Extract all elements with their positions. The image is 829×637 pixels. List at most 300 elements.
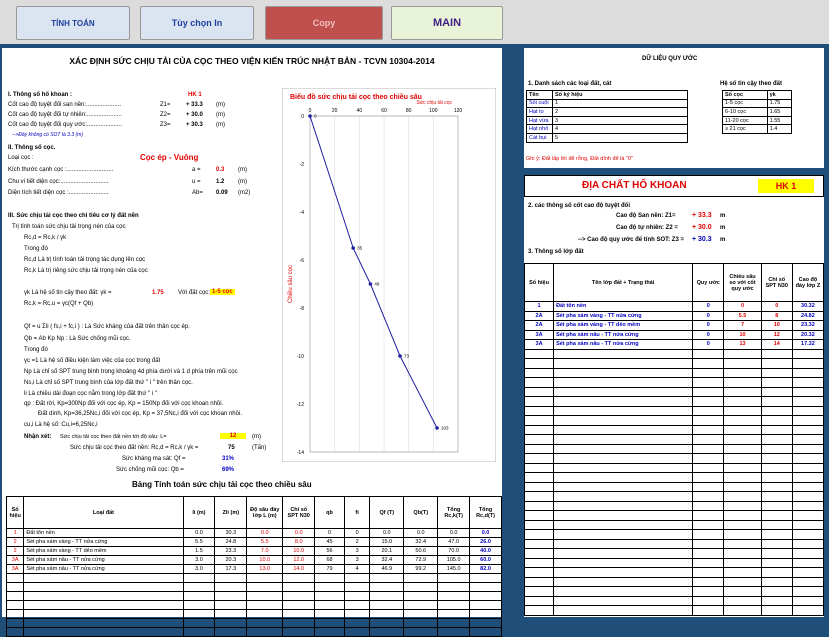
main-button[interactable]: MAIN: [391, 6, 503, 40]
calc-cell: Sét pha xám vàng - TT dẻo mềm: [24, 547, 183, 556]
quy-uoc-note: Ghi ý: Đất lấp thì để rỗng, Đất dính để là "0": [526, 156, 633, 162]
layer-empty-row: [525, 425, 824, 435]
x-tick-label: 20: [331, 108, 338, 114]
layer-cell: [554, 606, 693, 616]
layer-cell: [525, 349, 554, 359]
layer-cell: [525, 558, 554, 568]
sec3-title: III. Sức chịu tải cọc theo chỉ tiêu cơ lý đất nền: [8, 213, 139, 219]
layer-cell: [525, 473, 554, 483]
layer-cell: 0: [761, 302, 792, 312]
layer-cell: [554, 501, 693, 511]
layer-cell: [554, 454, 693, 464]
soil-code-cell: 5: [553, 133, 688, 142]
layer-cell: [554, 530, 693, 540]
dia-chat-hk: HK 1: [758, 179, 814, 193]
gamma-list-row: [723, 125, 792, 134]
layer-cell: [761, 359, 792, 369]
layer-cell: [792, 606, 823, 616]
tu-nhien-label: Cao độ tự nhiên: Z2 =: [616, 225, 678, 231]
layer-cell: [554, 378, 693, 388]
layer-cell: [761, 596, 792, 606]
layer-cell: [554, 596, 693, 606]
calc-cell: 10.0: [283, 547, 315, 556]
calc-cell: 3A: [7, 556, 24, 565]
calc-table: [6, 496, 502, 637]
layer-cell: 13: [724, 340, 761, 350]
calc-cell: [24, 628, 183, 637]
layer-empty-row: [525, 378, 824, 388]
layer-cell: [693, 558, 724, 568]
nx-line1: Sức chịu tải cọc theo đất nền tới độ sâu: L=: [60, 434, 167, 440]
data-label: 35: [357, 245, 363, 251]
np-desc: Np Là chỉ số SPT trung bình trong khoảng 4d phía dưới và 1 d phía trên mũi cọc: [24, 369, 238, 375]
calc-cell: [370, 628, 404, 637]
layer-cell: [525, 568, 554, 578]
layer-empty-row: [525, 444, 824, 454]
y-axis-label: Chiều sâu cọc: [288, 264, 294, 304]
calc-cell: [24, 601, 183, 610]
calc-cell: [7, 619, 24, 628]
layer-cell: [792, 359, 823, 369]
layer-cell: [525, 359, 554, 369]
calc-cell: [370, 583, 404, 592]
gamma-yk-cell: 1.75: [767, 99, 791, 108]
soil-list-table: [526, 90, 688, 143]
layer-cell: [792, 501, 823, 511]
layer-cell: [724, 359, 761, 369]
layer-cell: [554, 549, 693, 559]
layer-cell: [792, 454, 823, 464]
calc-cell: [438, 619, 470, 628]
layer-cell: [525, 501, 554, 511]
layer-cell: [554, 587, 693, 597]
soil-col-kyhieu: Số ký hiệu: [553, 91, 688, 100]
calc-cell: [438, 583, 470, 592]
calc-cell: 0.0: [283, 529, 315, 538]
tu-nhien-value: + 30.0: [692, 224, 712, 231]
layer-cell: [693, 387, 724, 397]
calc-empty-row: [7, 610, 502, 619]
layer-cell: [792, 406, 823, 416]
calc-cell: [24, 610, 183, 619]
layer-cell: 1: [525, 302, 554, 312]
calc-cell: 3: [344, 547, 369, 556]
calc-cell: [315, 574, 345, 583]
layer-cell: 3A: [525, 340, 554, 350]
calc-cell: [470, 601, 502, 610]
calc-cell: [470, 619, 502, 628]
layer-empty-row: [525, 454, 824, 464]
chu-vi-label: Chu vi tiết diện cọc:.............................: [8, 179, 109, 185]
calc-header-cell: Qf (T): [370, 497, 404, 529]
calc-cell: [215, 592, 247, 601]
layer-cell: [761, 454, 792, 464]
x-tick-label: 80: [405, 108, 412, 114]
layer-cell: [792, 558, 823, 568]
calc-cell: [438, 601, 470, 610]
gamma-yk-cell: 1.4: [767, 125, 791, 134]
layer-cell: [724, 425, 761, 435]
layer-cell: [724, 558, 761, 568]
calc-cell: 24.8: [215, 538, 247, 547]
layer-empty-row: [525, 511, 824, 521]
layer-cell: 2A: [525, 321, 554, 331]
layer-cell: [693, 520, 724, 530]
layer-empty-row: [525, 397, 824, 407]
layer-empty-row: [525, 568, 824, 578]
qb-formula: Qb = Ab Kp Np : Là Sức chống mũi cọc.: [24, 336, 131, 342]
layer-cell: [792, 473, 823, 483]
ab-label: Ab=: [192, 190, 203, 196]
layer-cell: [693, 587, 724, 597]
trong-do-2: Trong đó: [24, 347, 48, 353]
layer-cell: [693, 473, 724, 483]
layer-header-cell: Cao độ đáy lớp Z: [792, 264, 823, 302]
rck-desc: Rc,k Là trị riêng sức chịu tải trọng nén của cọc: [24, 268, 148, 274]
soil-code-cell: 2: [553, 108, 688, 117]
quy-uoc-title: DỮ LIỆU QUY ƯỚC: [642, 56, 698, 62]
a-value: 0.3: [216, 167, 225, 173]
yc-desc: γc =1 Là hệ số điều kiện làm việc của cọc trong đất: [24, 358, 161, 364]
rcd-desc: Rc,d Là trị tính toán tải trọng tác dụng lên cọc: [24, 257, 146, 263]
layer-empty-row: [525, 463, 824, 473]
nx-line2: Sức chịu tải cọc theo đất nền: Rc,d = Rc,k / γk =: [70, 445, 199, 451]
calc-cell: 0.0: [470, 529, 502, 538]
calc-cell: 47.0: [438, 538, 470, 547]
layer-header-cell: Số hiệu: [525, 264, 554, 302]
layer-cell: Đất tôn nền: [554, 302, 693, 312]
layer-cell: [761, 606, 792, 616]
loai-coc-label: Loại cọc :: [8, 155, 34, 161]
layer-cell: [761, 568, 792, 578]
dia-chat-sec2: 2. các thông số cốt cao độ tuyệt đối: [528, 203, 631, 209]
sec1-title: I. Thông số hố khoan :: [8, 92, 72, 98]
calc-cell: 17.3: [215, 565, 247, 574]
bearing-capacity-chart: [282, 88, 496, 462]
soil-name-cell: Cát bụi: [527, 133, 553, 142]
calc-cell: 32.4: [404, 538, 438, 547]
san-nen-value: + 33.3: [692, 212, 712, 219]
calc-cell: 30.3: [215, 529, 247, 538]
calc-cell: [215, 619, 247, 628]
calc-cell: [183, 601, 215, 610]
layer-cell: [554, 368, 693, 378]
layer-cell: [554, 520, 693, 530]
layer-cell: [554, 406, 693, 416]
calc-cell: [370, 592, 404, 601]
data-label: 103: [441, 425, 449, 431]
gamma-value: 1.75: [152, 290, 164, 296]
tuy-chon-in-button[interactable]: Tùy chọn In: [140, 6, 254, 40]
calc-header-cell: Số hiệu: [7, 497, 24, 529]
calc-cell: [344, 592, 369, 601]
gamma-list-title: Hệ số tin cậy theo đất: [720, 81, 783, 87]
layer-empty-row: [525, 501, 824, 511]
calc-cell: [315, 592, 345, 601]
layer-cell: 0: [693, 302, 724, 312]
layer-cell: [724, 520, 761, 530]
calc-cell: 79: [315, 565, 345, 574]
soil-list-row: [527, 99, 688, 108]
calc-cell: [183, 574, 215, 583]
layer-cell: [525, 378, 554, 388]
loai-coc-value: Cọc ép - Vuông: [140, 153, 199, 162]
layer-empty-row: [525, 387, 824, 397]
z2-label: Z2=: [160, 112, 171, 118]
layer-cell: [525, 511, 554, 521]
layer-cell: [554, 397, 693, 407]
layer-cell: 30.32: [792, 302, 823, 312]
layer-empty-row: [525, 577, 824, 587]
calc-empty-row: [7, 619, 502, 628]
layer-cell: [761, 482, 792, 492]
calc-cell: [438, 592, 470, 601]
layer-cell: [761, 587, 792, 597]
layer-cell: 10: [761, 321, 792, 331]
layer-cell: [693, 416, 724, 426]
calc-cell: [404, 601, 438, 610]
data-point: [308, 114, 312, 118]
layer-cell: [724, 549, 761, 559]
soil-name-cell: Hạt nhỏ: [527, 125, 553, 134]
layer-cell: [554, 539, 693, 549]
toolbar: [0, 0, 829, 44]
ab-unit: (m2): [238, 190, 251, 196]
calc-cell: Sét pha xám nâu - TT nửa cứng: [24, 565, 183, 574]
data-label: 49: [374, 281, 380, 287]
layer-cell: [693, 444, 724, 454]
soil-list-row: [527, 116, 688, 125]
calc-cell: 10.0: [247, 556, 283, 565]
z1-value: + 33.3: [186, 102, 203, 108]
soil-name-cell: Hạt vừa: [527, 116, 553, 125]
calc-cell: [283, 583, 315, 592]
calc-cell: [470, 610, 502, 619]
layer-cell: [724, 587, 761, 597]
calc-empty-row: [7, 574, 502, 583]
layer-cell: [792, 349, 823, 359]
quy-uoc-panel: [524, 48, 824, 168]
calc-cell: [404, 628, 438, 637]
tinh-toan-button[interactable]: TÍNH TOÁN: [16, 6, 130, 40]
calc-cell: [7, 574, 24, 583]
calc-cell: [215, 628, 247, 637]
layer-cell: [525, 520, 554, 530]
calc-row: [7, 547, 502, 556]
gamma-list-table: [722, 90, 792, 134]
calc-cell: [404, 592, 438, 601]
layer-cell: [792, 511, 823, 521]
calc-cell: [344, 574, 369, 583]
layer-cell: 0: [693, 321, 724, 331]
layer-row: [525, 311, 824, 321]
layer-cell: 7: [724, 321, 761, 331]
layer-cell: [554, 444, 693, 454]
calc-cell: [315, 628, 345, 637]
y-tick-label: -6: [299, 258, 304, 264]
kich-thuoc-label: Kích thước cạnh cọc :............................: [8, 167, 114, 173]
calc-cell: [247, 628, 283, 637]
sot-note: -->Đây không có SOT là 3.3 (m): [12, 132, 83, 138]
layer-cell: [525, 463, 554, 473]
layer-cell: [693, 511, 724, 521]
trong-do: Trong đó: [24, 246, 48, 252]
qb-percent: 69%: [222, 467, 235, 473]
layer-cell: [525, 587, 554, 597]
calc-cell: [470, 628, 502, 637]
layer-cell: [554, 492, 693, 502]
calc-cell: [404, 574, 438, 583]
z3-value: + 30.3: [186, 122, 203, 128]
calc-cell: [283, 610, 315, 619]
layer-cell: Sét pha xám nâu - TT nửa cứng: [554, 340, 693, 350]
layer-empty-row: [525, 416, 824, 426]
coc-tu-nhien-label: Cốt cao độ tuyệt đối tự nhiên:.....................: [8, 112, 122, 118]
li-desc: li Là chiều dài đoạn cọc nằm trong lớp đất thứ " i ": [24, 391, 157, 397]
layer-cell: [554, 416, 693, 426]
calc-cell: [24, 583, 183, 592]
dia-chat-panel: [524, 175, 824, 617]
calc-cell: 2: [7, 547, 24, 556]
layer-cell: 14: [761, 340, 792, 350]
calc-cell: 1.5: [183, 547, 215, 556]
soil-list-row: [527, 108, 688, 117]
soil-name-cell: Hạt to: [527, 108, 553, 117]
cui-desc: cu,i Là hệ số: Cu,i=6,25Nc,i: [24, 422, 98, 428]
chart-title: Biểu đồ sức chịu tải cọc theo chiều sâu: [290, 94, 422, 101]
z1-unit: (m): [216, 102, 225, 108]
layer-cell: [693, 454, 724, 464]
calc-cell: [438, 574, 470, 583]
layer-cell: [761, 406, 792, 416]
qf-formula: Qf = u Σli ( fs,i + fc,i ) : Là Sức kháng của đất trên thân cọc ép.: [24, 324, 190, 330]
calc-cell: [344, 610, 369, 619]
layer-cell: 0: [693, 330, 724, 340]
ab-value: 0.09: [216, 190, 228, 196]
calc-cell: 68: [315, 556, 345, 565]
calc-cell: 0.0: [247, 529, 283, 538]
x-tick-label: 120: [453, 108, 463, 114]
calc-row: [7, 565, 502, 574]
calc-row: [7, 556, 502, 565]
layer-cell: 0: [693, 340, 724, 350]
layer-cell: [724, 568, 761, 578]
calc-cell: [247, 592, 283, 601]
formula-rcd: Rc,d = Rc,k / γk: [24, 235, 67, 241]
calc-cell: 3.0: [183, 556, 215, 565]
layer-cell: [724, 435, 761, 445]
calc-cell: 23.3: [215, 547, 247, 556]
layer-cell: [554, 568, 693, 578]
x-tick-label: 40: [356, 108, 363, 114]
copy-button[interactable]: Copy: [265, 6, 383, 40]
calc-header-cell: Zli (m): [215, 497, 247, 529]
layer-cell: [525, 425, 554, 435]
u-value: 1.2: [216, 179, 225, 185]
formula-rck: Rc,k = Rc,u = γc(Qf + Qb): [24, 301, 94, 307]
layer-cell: [792, 425, 823, 435]
layer-cell: [525, 577, 554, 587]
layer-empty-row: [525, 596, 824, 606]
layer-cell: [525, 596, 554, 606]
layer-cell: [554, 463, 693, 473]
calc-cell: [183, 628, 215, 637]
calc-cell: [370, 601, 404, 610]
calc-cell: [7, 601, 24, 610]
layer-cell: [693, 539, 724, 549]
layer-empty-row: [525, 549, 824, 559]
calc-cell: 45: [315, 538, 345, 547]
layer-cell: [525, 416, 554, 426]
calc-cell: 8.0: [283, 538, 315, 547]
calc-cell: 20.1: [370, 547, 404, 556]
layer-cell: [693, 435, 724, 445]
calc-cell: 5.5: [183, 538, 215, 547]
calc-cell: 2: [7, 538, 24, 547]
layer-cell: [724, 444, 761, 454]
calc-empty-row: [7, 583, 502, 592]
layer-cell: [525, 406, 554, 416]
calc-cell: [215, 574, 247, 583]
calc-cell: [283, 601, 315, 610]
layer-empty-row: [525, 435, 824, 445]
layer-cell: [724, 501, 761, 511]
layer-cell: [554, 435, 693, 445]
dia-chat-title: ĐỊA CHẤT HỐ KHOAN: [582, 180, 687, 191]
calc-cell: 12.0: [283, 556, 315, 565]
layer-cell: [792, 378, 823, 388]
layer-cell: [525, 387, 554, 397]
calc-cell: [438, 610, 470, 619]
calc-cell: [344, 628, 369, 637]
calc-cell: [283, 592, 315, 601]
layer-cell: [525, 482, 554, 492]
calc-cell: [183, 592, 215, 601]
calc-cell: [247, 610, 283, 619]
calc-cell: 82.0: [470, 565, 502, 574]
layer-cell: [724, 406, 761, 416]
layer-cell: [693, 549, 724, 559]
layer-cell: [761, 558, 792, 568]
layer-cell: [761, 501, 792, 511]
calc-cell: [370, 574, 404, 583]
layer-cell: [761, 416, 792, 426]
layer-cell: 0: [724, 302, 761, 312]
layer-cell: [554, 473, 693, 483]
calc-row: [7, 538, 502, 547]
calc-empty-row: [7, 592, 502, 601]
calc-cell: [183, 619, 215, 628]
calc-header-cell: Loại đất: [24, 497, 183, 529]
u-unit: (m): [238, 179, 247, 185]
layer-cell: [761, 473, 792, 483]
calc-empty-row: [7, 628, 502, 637]
layer-cell: 24.82: [792, 311, 823, 321]
gamma-sococ-cell: ≥ 21 cọc: [723, 125, 768, 134]
tri-tinh-toan: Trị tính toán sức chịu tải trọng nén của cọc: [12, 224, 126, 230]
layer-cell: [525, 549, 554, 559]
calc-cell: 4: [344, 565, 369, 574]
layer-cell: [792, 435, 823, 445]
calc-header-cell: Qb(T): [404, 497, 438, 529]
calc-cell: 20.3: [215, 556, 247, 565]
layer-cell: [724, 397, 761, 407]
layer-cell: 17.32: [792, 340, 823, 350]
quy-uoc-z3-label: --> Cao độ quy ước để tính SOT: Z3 =: [578, 237, 684, 243]
u-label: u =: [192, 179, 201, 185]
y-tick-label: -12: [296, 402, 304, 408]
z3-unit: (m): [216, 122, 225, 128]
